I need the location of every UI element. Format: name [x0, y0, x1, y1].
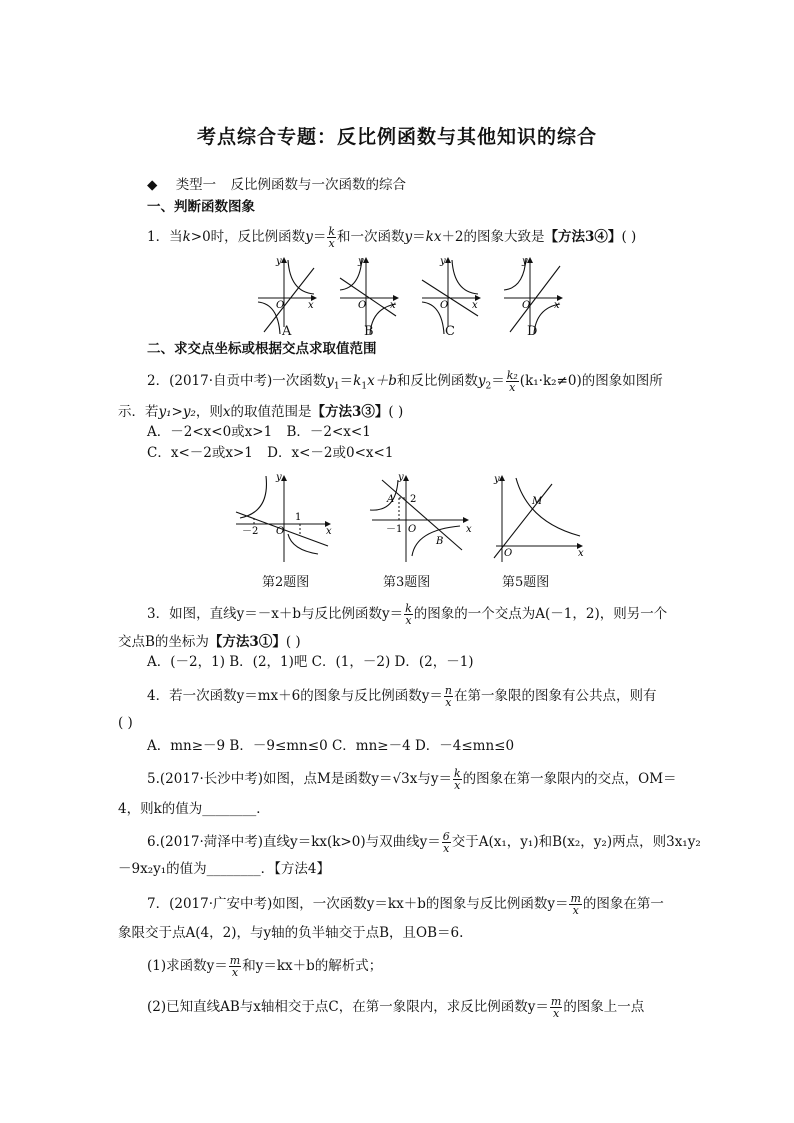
q3-fraction: $\frac{k}{x}$ [405, 602, 412, 627]
q2-option-d: D．x<－2或0<x<1 [267, 445, 394, 461]
q2-pre: 2．(2017·自贡中考)一次函数 [147, 373, 327, 389]
q2-line2-pre: 示．若 [118, 404, 159, 420]
question-6-line-1 [147, 831, 701, 854]
figure-2-graph [236, 472, 332, 562]
graph-b [340, 256, 398, 334]
q5-pre: 5.(2017·长沙中考)如图，点M是函数y＝√3x与y＝ [147, 771, 452, 787]
fig3-x-label: x [466, 524, 472, 535]
question-4-line-2: ( ) [118, 715, 133, 731]
question-3-line-1 [147, 603, 667, 626]
fig3-point-b: B [436, 536, 444, 547]
question-7-part-1 [147, 955, 382, 978]
q1-eq2: ＝ [412, 229, 426, 245]
graph-d-x-label: x [554, 300, 560, 311]
q2-k1: k [353, 373, 362, 389]
q2-option-c: C．x<－2或x>1 [147, 445, 253, 461]
choice-label-c: C [445, 324, 455, 339]
q5-post: 的图象在第一象限内的交点，OM＝ [462, 771, 677, 787]
question-5-line-1 [147, 768, 677, 791]
q2-eq: ＝ [339, 373, 354, 389]
q7-p1-fraction: $\frac{m}{x}$ [229, 954, 241, 979]
graph-a-x-label: x [308, 300, 314, 311]
graph-b-x-label: x [390, 300, 396, 311]
question-7-line-2: 象限交于点A(4，2)，与y轴的负半轴交于点B，且OB＝6. [118, 925, 464, 941]
q3-options: A．(－2，1) B．(2，1)吧 C．(1，－2) D．(2，－1) [147, 654, 474, 670]
q3-pre: 3．如图，直线y＝－x＋b与反比例函数y＝ [147, 606, 404, 622]
q7-p2-post: 的图象上一点 [563, 999, 645, 1015]
q2-line2-post: 的取值范围是 [230, 404, 312, 420]
graph-b-origin: O [358, 300, 367, 311]
fig5-origin: O [504, 548, 513, 559]
q2-xv: x [222, 404, 231, 420]
q2-option-b: B．－2<x<1 [286, 424, 371, 440]
section-heading-2: 二、求交点坐标或根据交点求取值范围 [147, 341, 377, 357]
q2-sub2: 2 [485, 381, 492, 392]
question-6-line-2: －9x₂y₁的值为________．【方法4】 [118, 861, 330, 877]
fig5-x-label: x [578, 548, 584, 559]
q7-fraction: $\frac{m}{x}$ [570, 892, 581, 917]
question-5-line-2: 4，则k的值为________． [118, 801, 270, 817]
fig3-point-a: A [387, 494, 395, 505]
q1-y2: y [404, 229, 413, 245]
type-label: 类型一 [175, 177, 217, 193]
q2-mid: 和反比例函数 [396, 373, 478, 389]
graph-a-y-label: y [276, 256, 282, 267]
q2-fraction: $\frac{\text{k₂}}{x}$ [506, 369, 518, 394]
q1-gt: >0时，反比例函数 [190, 229, 306, 245]
graph-d-origin: O [522, 300, 531, 311]
diamond-bullet-icon: ◆ [147, 177, 158, 193]
q2-y1: y [326, 373, 334, 389]
q7-pre: 7．(2017·广安中考)如图，一次函数y＝kx＋b的图象与反比例函数y＝ [147, 896, 569, 912]
q7-p1-pre: (1)求函数y＝ [147, 958, 228, 974]
q1-kx: kx [425, 229, 442, 245]
q2-y2: y [477, 373, 486, 389]
q2-answer-blank: ( ) [388, 404, 404, 420]
q2-cond: (k₁·k₂≠0)的图象如图所 [519, 373, 663, 389]
q3-answer-blank: ( ) [285, 634, 301, 650]
q7-p2-fraction: $\frac{m}{x}$ [550, 995, 562, 1020]
graph-c-x-label: x [472, 300, 478, 311]
q2-line2-mid: ，则 [195, 404, 223, 420]
q1-k: k [182, 229, 191, 245]
q4-post: 在第一象限的图象有公共点，则有 [453, 688, 657, 704]
q1-mid: 和一次函数 [337, 229, 405, 245]
question-4-line-1 [147, 685, 656, 708]
fig2-origin: O [276, 526, 285, 537]
q2-option-a: A．－2<x<0或x>1 [147, 424, 273, 440]
q7-p2-pre: (2)已知直线AB与x轴相交于点C，在第一象限内，求反比例函数y＝ [147, 999, 549, 1015]
q2-eq2: ＝ [491, 373, 505, 389]
page-title: 考点综合专题：反比例函数与其他知识的综合 [196, 126, 597, 148]
q5-fraction: $\frac{k}{x}$ [453, 767, 461, 792]
q2-method: 【方法3③】 [311, 404, 389, 420]
section-heading-1: 一、判断函数图象 [147, 199, 255, 215]
fig5-y-label: y [494, 474, 500, 485]
question-1 [147, 226, 636, 249]
figure-5-graph [493, 474, 584, 562]
fig3-caption: 第3题图 [383, 575, 431, 590]
q3-post: 的图象的一个交点为A(－1，2)，则另一个 [413, 606, 668, 622]
choice-label-b: B [364, 324, 374, 339]
q6-post: 交于A(x₁，y₁)和B(x₂，y₂)两点，则3x₁y₂ [451, 834, 701, 850]
fig3-neg1-label: －1 [386, 524, 403, 535]
q7-p1-post: 和y＝kx＋b的解析式； [242, 958, 383, 974]
q1-method: 【方法3④】 [544, 229, 622, 245]
q6-pre: 6.(2017·菏泽中考)直线y＝kx(k>0)与双曲线y＝ [147, 834, 441, 850]
q2-xb: x＋b [367, 373, 397, 389]
graph-c [422, 256, 480, 334]
q4-fraction: $\frac{n}{x}$ [444, 684, 452, 709]
figures-row [232, 472, 592, 567]
q2-sub1: 1 [333, 381, 340, 392]
graph-a [258, 256, 316, 334]
graph-c-origin: O [440, 300, 449, 311]
question-2-line-1 [147, 370, 663, 396]
q1-fraction: $\frac{k}{x}$ [328, 225, 335, 250]
fig5-caption: 第5题图 [502, 575, 550, 590]
q1-eq: ＝ [312, 229, 327, 245]
q7-post: 的图象在第一 [582, 896, 664, 912]
fig3-two-label: 2 [410, 494, 417, 505]
question-7-part-2 [147, 996, 644, 1019]
q1-pre: 1．当 [147, 229, 183, 245]
graph-d-y-label: y [522, 256, 528, 267]
q4-options: A．mn≥－9 B．－9≤mn≤0 C．mn≥－4 D．－4≤mn≤0 [147, 738, 515, 754]
q3-method: 【方法3①】 [208, 634, 286, 650]
choice-label-d: D [527, 324, 538, 339]
fig2-y-label: y [276, 472, 282, 483]
fig3-origin: O [408, 524, 417, 535]
q2-k1-sub: 1 [361, 381, 368, 392]
q1-post: ＋2的图象大致是 [441, 229, 545, 245]
q1-answer-blank: ( ) [621, 229, 637, 245]
type-heading [147, 176, 406, 194]
q1-y: y [305, 229, 313, 245]
graph-b-y-label: y [358, 256, 364, 267]
q3-line2-pre: 交点B的坐标为 [118, 634, 209, 650]
choice-label-a: A [282, 324, 292, 339]
graph-a-origin: O [276, 300, 285, 311]
figure-3-graph [370, 472, 472, 562]
type-text: 反比例函数与一次函数的综合 [230, 177, 406, 193]
fig2-one-label: 1 [295, 512, 302, 523]
question-7-line-1 [147, 893, 664, 916]
q6-fraction: $\frac{6}{x}$ [442, 830, 450, 855]
q4-pre: 4．若一次函数y＝mx＋6的图象与反比例函数y＝ [147, 688, 443, 704]
fig2-caption: 第2题图 [262, 575, 310, 590]
q2-options-row-2 [147, 444, 393, 462]
fig5-point-m: M [532, 496, 543, 507]
fig3-y-label: y [398, 472, 404, 483]
graph-d [504, 256, 562, 334]
q2-cmp: y₁>y₂ [158, 404, 196, 420]
question-2-line-2 [118, 403, 403, 421]
q2-options-row-1 [147, 423, 371, 441]
graph-c-y-label: y [440, 256, 446, 267]
question-3-line-2 [118, 633, 301, 651]
fig2-neg2-label: －2 [242, 526, 259, 537]
fig2-x-label: x [326, 526, 332, 537]
